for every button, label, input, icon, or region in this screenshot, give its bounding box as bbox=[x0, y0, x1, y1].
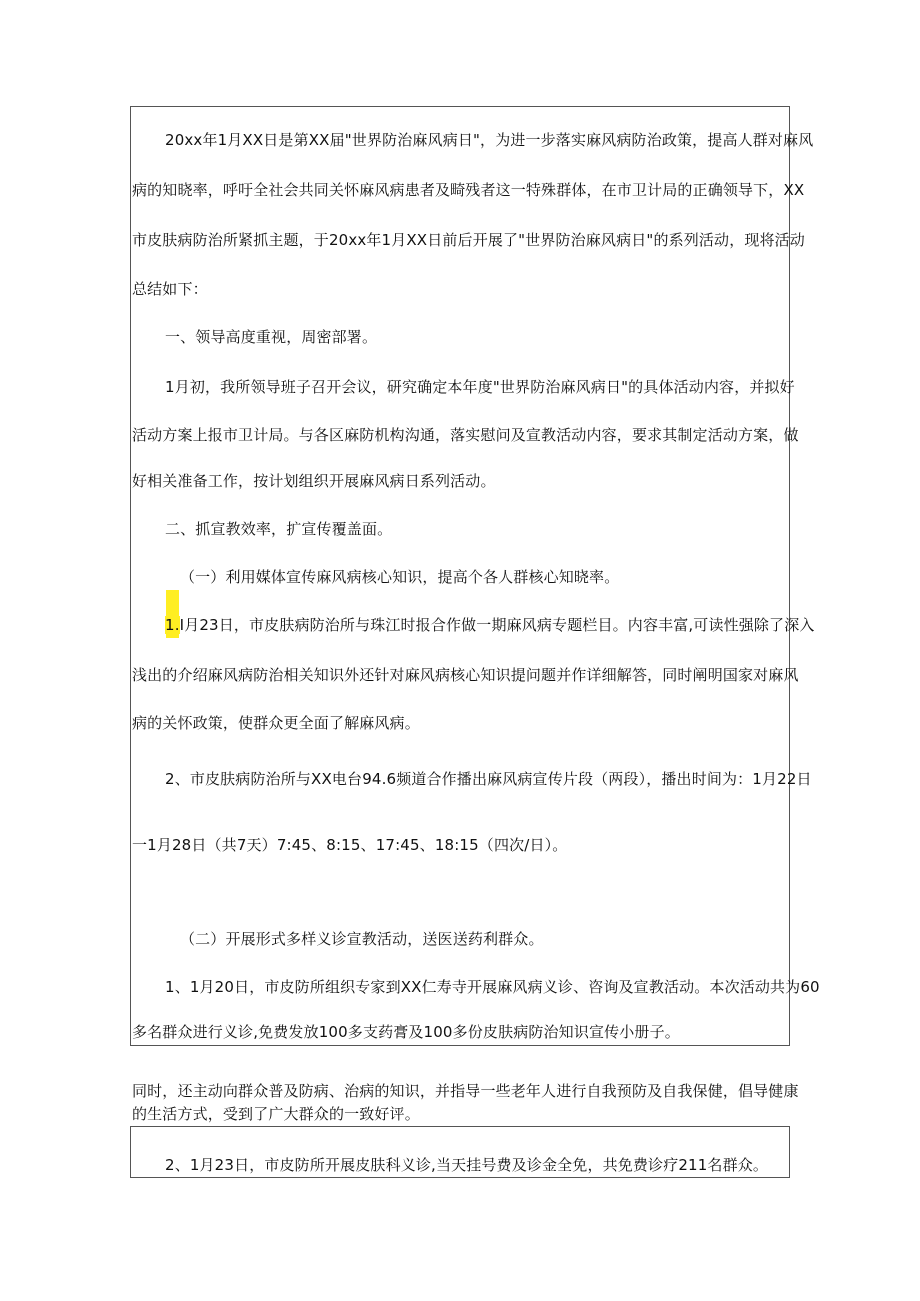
item1-highlight: 1. bbox=[165, 616, 180, 634]
item2-line-1: 2、市皮肤病防治所与XX电台94.6频道合作播出麻风病宣传片段（两段），播出时间为：1月22日 bbox=[165, 770, 812, 788]
sub1-heading: （一）利用媒体宣传麻风病核心知识，提高个各人群核心知晓率。 bbox=[180, 568, 620, 586]
intro-line-1: 20xx年1月XX日是第XX届"世界防治麻风病日"，为进一步落实麻风病防治政策，提高人群对麻风 bbox=[165, 131, 814, 149]
item3-line-1: 1、1月20日，市皮防所组织专家到XX仁寿寺开展麻风病义诊、咨询及宣教活动。本次活动共为60 bbox=[165, 978, 820, 996]
item4-line: 2、1月23日，市皮防所开展皮肤科义诊,当天挂号费及诊金全免，共免费诊疗211名群众。 bbox=[165, 1156, 769, 1174]
section1-heading: 一、领导高度重视，周密部署。 bbox=[165, 328, 378, 346]
section1-line-2: 活动方案上报市卫计局。与各区麻防机构沟通，落实慰问及宣教活动内容，要求其制定活动方案，做 bbox=[132, 426, 799, 444]
sub2-heading: （二）开展形式多样义诊宣教活动，送医送药利群众。 bbox=[180, 930, 544, 948]
outside-line-1: 同时，还主动向群众普及防病、治病的知识，并指导一些老年人进行自我预防及自我保健，倡导健康 bbox=[132, 1082, 799, 1100]
item1-line-1-text: I月23日，市皮肤病防治所与珠江时报合作做一期麻风病专题栏目。内容丰富,可读性强除了深入 bbox=[179, 616, 815, 634]
intro-line-3: 市皮肤病防治所紧抓主题，于20xx年1月XX日前后开展了"世界防治麻风病日"的系列活动，现将活动 bbox=[132, 231, 805, 249]
intro-line-4: 总结如下： bbox=[132, 280, 208, 298]
item3-line-2: 多名群众进行义诊,免费发放100多支药膏及100多份皮肤病防治知识宣传小册子。 bbox=[132, 1023, 680, 1041]
item1-line-2: 浅出的介绍麻风病防治相关知识外还针对麻风病核心知识提问题并作详细解答，同时阐明国家对麻风 bbox=[132, 666, 799, 684]
item1-line-1 bbox=[132, 615, 815, 635]
section1-line-3: 好相关准备工作，按计划组织开展麻风病日系列活动。 bbox=[132, 472, 496, 490]
intro-line-2: 病的知晓率，呼吁全社会共同关怀麻风病患者及畸残者这一特殊群体，在市卫计局的正确领导下，XX bbox=[132, 181, 805, 199]
item1-line-3: 病的关怀政策，使群众更全面了解麻风病。 bbox=[132, 714, 420, 732]
item2-line-2: 一1月28日（共7天）7:45、8:15、17:45、18:15（四次/日）。 bbox=[132, 836, 568, 854]
section1-line-1: 1月初，我所领导班子召开会议，研究确定本年度"世界防治麻风病日"的具体活动内容，并拟好 bbox=[165, 378, 795, 396]
outside-line-2: 的生活方式，受到了广大群众的一致好评。 bbox=[132, 1105, 420, 1123]
section2-heading: 二、抓宣教效率，扩宣传覆盖面。 bbox=[165, 520, 393, 538]
